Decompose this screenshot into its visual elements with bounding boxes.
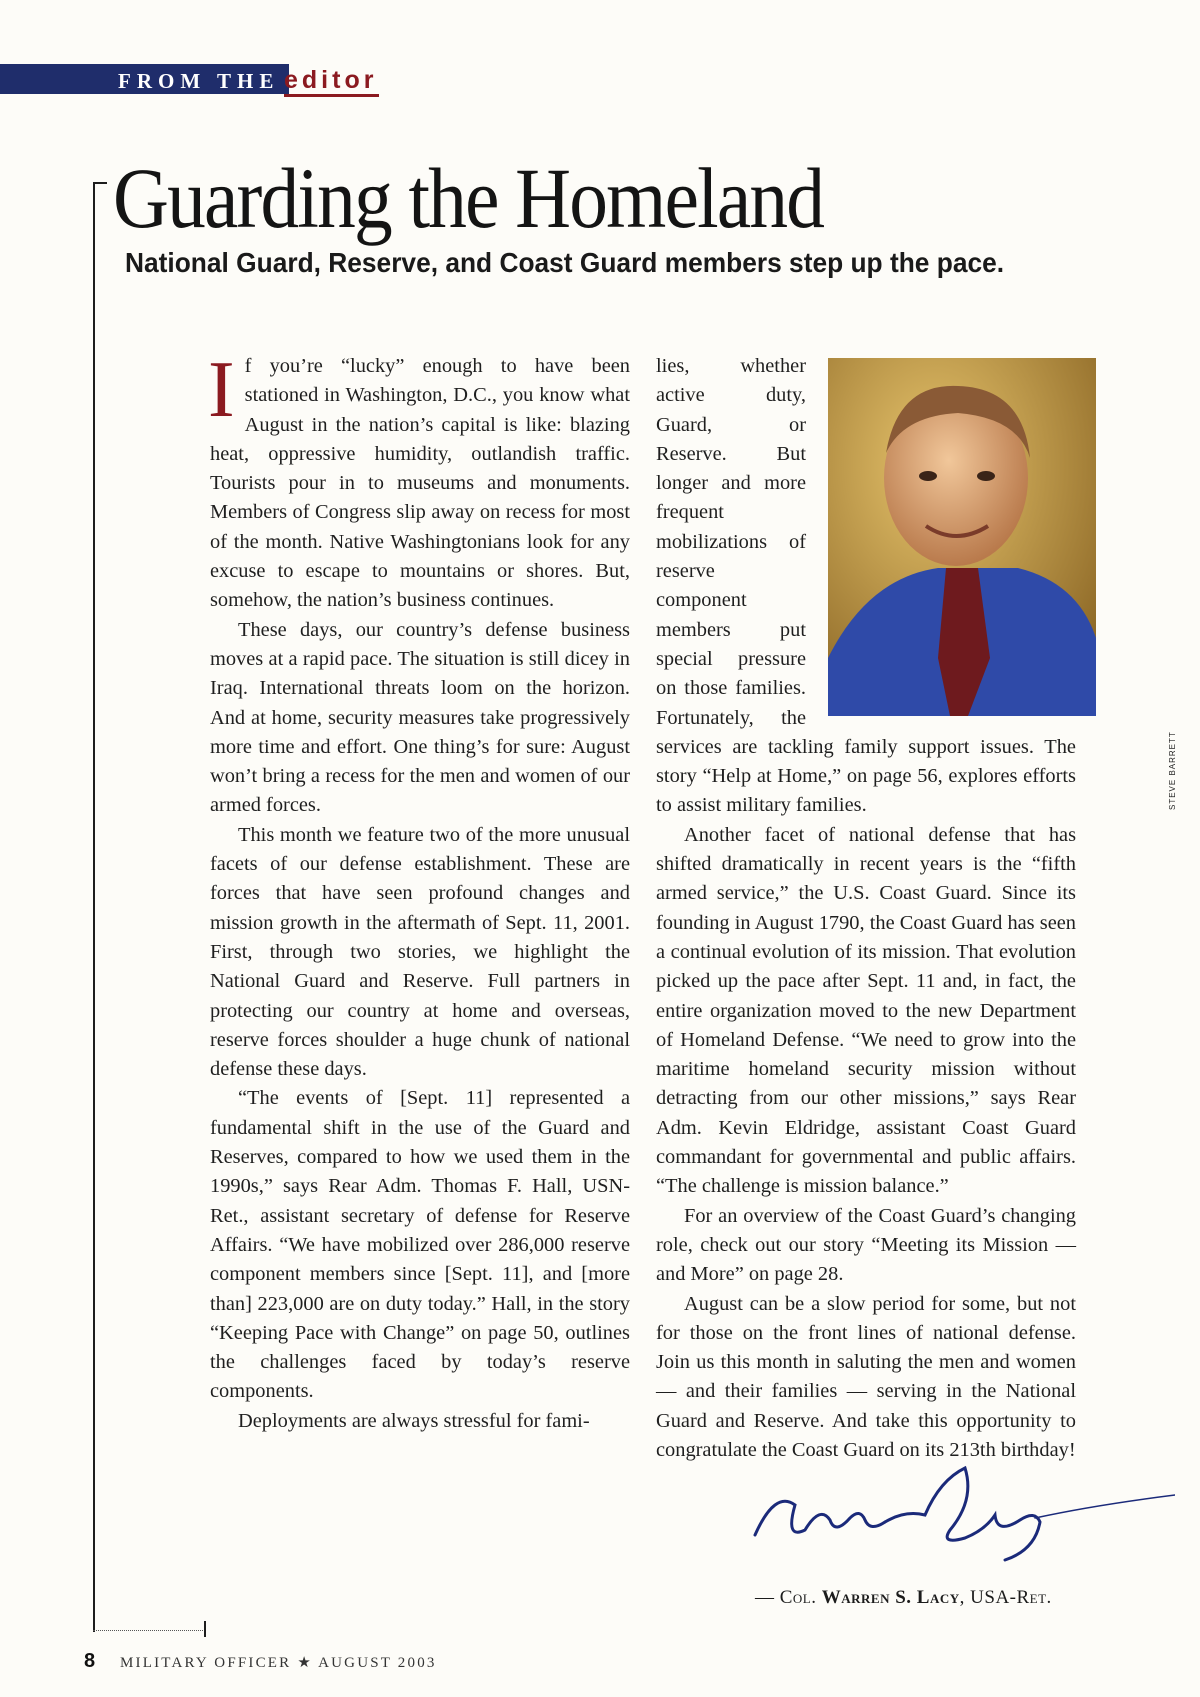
signature-suffix: , USA-Ret. (959, 1587, 1052, 1608)
article-column-right (656, 352, 1076, 1465)
signature-name (755, 1587, 1052, 1609)
signature-rank: Col. (779, 1587, 817, 1608)
paragraph (208, 346, 630, 616)
paragraph: For an overview of the Coast Guard’s changing role, check out our story “Meeting its Mission — and More” on page 28. (656, 1204, 1076, 1286)
paragraph: This month we feature two of the more unusual facets of our defense establishment. These are forces that have seen profound changes and mission growth in the aftermath of Sept. 11, 2001. First, through two stories, we highlight the National Guard and Reserve. Full partners in protecting our country at home and overseas, reserve forces shoulder a huge chunk of national defense these days. (210, 823, 630, 1081)
drop-cap: I (208, 346, 235, 434)
deck: National Guard, Reserve, and Coast Guard members step up the pace. (125, 247, 1005, 278)
headline: Guarding the Homeland (113, 150, 824, 246)
handwritten-signature (735, 1460, 1175, 1565)
frame-rule-left (93, 182, 95, 1632)
paragraph-text: f you’re “lucky” enough to have been stationed in Washington, D.C., you know what August in the nation’s capital is like: blazing heat, oppressive humidity, outlandish traffic. Tourists pour in to museums and monuments. Members of Congress slip away on recess for most of the month. Native Washingtonians look for any excuse to escape to mountains or shores. But, somehow, the nation’s business continues. (210, 355, 630, 612)
paragraph: These days, our country’s defense business moves at a rapid pace. The situation is still dicey in Iraq. International threats loom on the horizon. And at home, security measures take progressively more time and effort. One thing’s for sure: August won’t bring a recess for the men and women of our armed forces. (210, 618, 630, 817)
signature-dash: — (755, 1587, 780, 1608)
paragraph (656, 352, 1076, 821)
section-label-editor: editor (284, 66, 379, 97)
frame-rule-top (93, 182, 107, 184)
signature-person: Warren S. Lacy (821, 1587, 960, 1608)
paragraph: August can be a slow period for some, but not for those on the front lines of national defense. Join us this month in saluting the men and women — and their families — serving in the National Guard and Reserve. And take this opportunity to congratulate the Coast Guard on its 213th birthday! (656, 1292, 1076, 1461)
editor-photo (828, 358, 1096, 716)
paragraph-text: lies, whether active duty, Guard, or Reserve. But longer and more frequent mobilizations of reserve component members put special pressure on those families. Fortunately, the services are tackling family support issues. The story “Help at Home,” on page 56, explores efforts to assist military families. (656, 355, 1076, 817)
portrait-illustration (828, 358, 1096, 716)
page-number: 8 (84, 1650, 96, 1672)
publication-folio: MILITARY OFFICER ★ AUGUST 2003 (120, 1655, 437, 1671)
article-column-left (208, 346, 630, 1436)
frame-tick (204, 1621, 206, 1637)
frame-rule-bottom (93, 1630, 205, 1631)
section-label: FROM THE (118, 69, 280, 93)
paragraph: Deployments are always stressful for fami- (238, 1409, 590, 1432)
paragraph: “The events of [Sept. 11] represented a fundamental shift in the use of the Guard and Reserves, compared to how we used them in the 1990s,” says Rear Adm. Thomas F. Hall, USN-Ret., assistant secretary of defense for Reserve Affairs. “We have mobilized over 286,000 reserve component members since [Sept. 11], and [more than] 223,000 are on duty today.” Hall, in the story “Keeping Pace with Change” on page 50, outlines the challenges faced by today’s reserve components. (210, 1087, 630, 1403)
photo-credit: STEVE BARRETT (1168, 731, 1177, 810)
paragraph: Another facet of national defense that has shifted dramatically in recent years is the “fifth armed service,” the U.S. Coast Guard. Since its founding in August 1790, the Coast Guard has seen a continual evolution of its mission. That evolution picked up the pace after Sept. 11 and, in fact, the entire organization moved to the new Department of Homeland Defense. “We need to grow into the maritime homeland security mission without detracting from our other missions,” says Rear Adm. Kevin Eldridge, assistant Coast Guard commandant for governmental and public affairs. “The challenge is mission balance.” (656, 823, 1076, 1198)
